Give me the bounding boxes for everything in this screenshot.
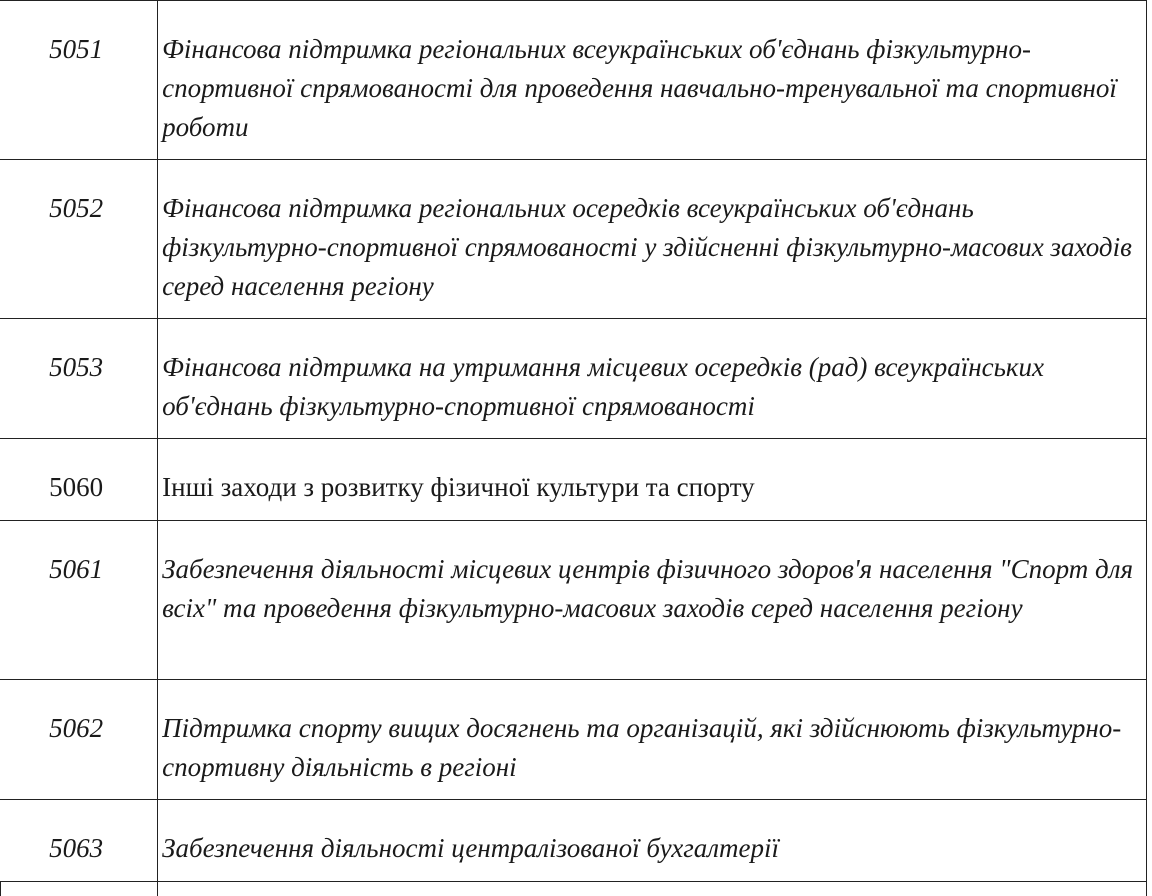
row-description: Фінансова підтримка регіональних всеукраїнських об'єднань фізкультурно-спортивної спрямованості для проведення навчально-тренувальної та спортивної роботи [158,1,1147,160]
row-code: 5051 [1,1,158,160]
table-row [1,521,1147,680]
row-description: Підтримка спорту вищих досягнень та організацій, які здійснюють фізкультурно-спортивну діяльність в регіоні [158,680,1147,800]
table-row [1,800,1147,882]
row-code: 5053 [1,319,158,439]
row-description: Фінансова підтримка регіональних осередків всеукраїнських об'єднань фізкультурно-спортивної спрямованості у здійсненні фізкультурно-масових заходів серед населення регіону [158,160,1147,319]
row-description: Інші заходи з розвитку фізичної культури та спорту [158,439,1147,521]
row-description: Забезпечення діяльності централізованої бухгалтерії [158,800,1147,882]
row-code: 5061 [1,521,158,680]
table-row [1,439,1147,521]
row-description: Забезпечення діяльності місцевих центрів фізичного здоров'я населення "Спорт для всіх" та проведення фізкультурно-масових заходів серед населення регіону [158,521,1147,680]
table-row [1,680,1147,800]
table-row [1,319,1147,439]
row-code: 5062 [1,680,158,800]
table-row [1,160,1147,319]
row-description: Фінансова підтримка на утримання місцевих осередків (рад) всеукраїнських об'єднань фізкультурно-спортивної спрямованості [158,319,1147,439]
row-code: 5052 [1,160,158,319]
row-code: 5060 [1,439,158,521]
table-row-bottom-cut [1,882,1147,896]
row-code: 5063 [1,800,158,882]
table-row [1,1,1147,160]
